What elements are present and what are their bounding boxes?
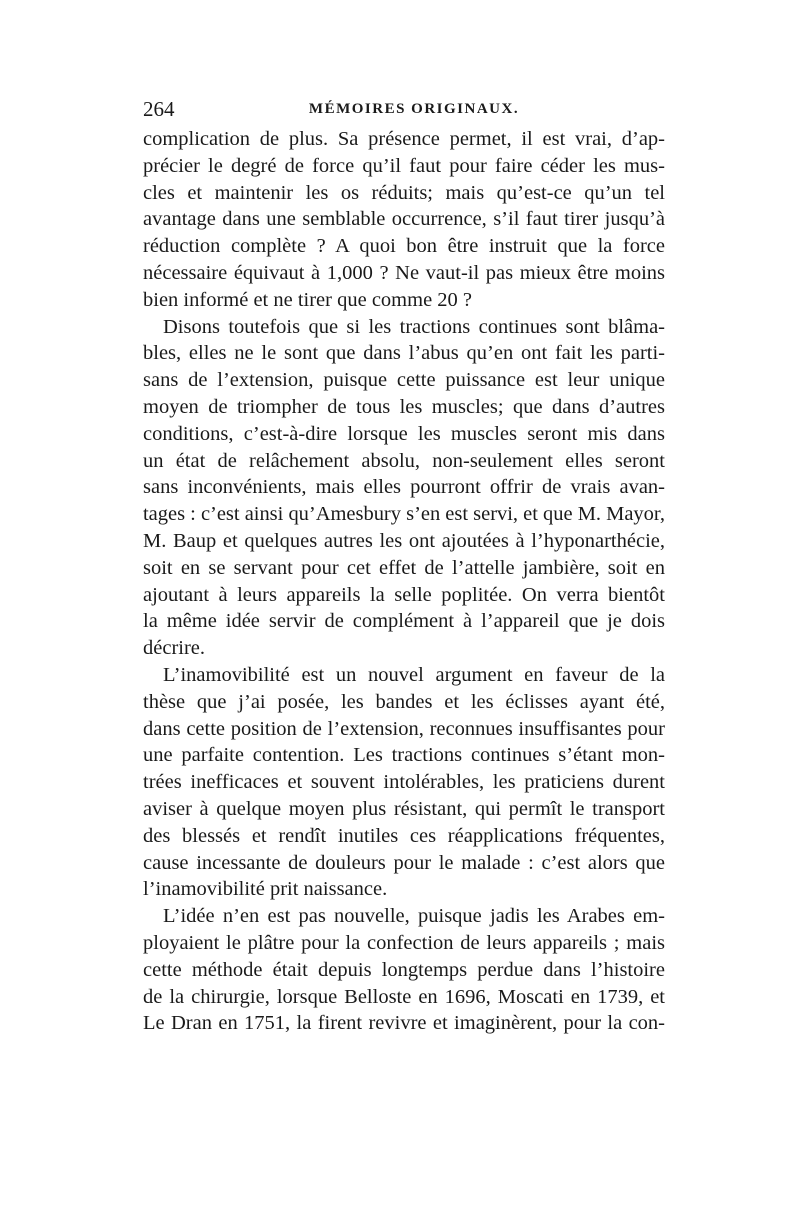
running-title: MÉMOIRES ORIGINAUX.: [308, 101, 520, 117]
text-line: l’inamovibilité prit naissance.: [143, 878, 388, 901]
text-line: Le Dran en 1751, la firent revivre et imaginèrent, pour la con-: [143, 1012, 665, 1035]
text-line: aviser à quelque moyen plus résistant, qui permît le transport: [143, 797, 665, 820]
paragraph: [143, 314, 665, 662]
text-line: thèse que j’ai posée, les bandes et les éclisses ayant été,: [143, 690, 665, 713]
text-line: réduction complète ? A quoi bon être instruit que la force: [143, 235, 665, 258]
text-line: avantage dans une semblable occurrence, s’il faut tirer jusqu’à: [143, 208, 665, 231]
text-line: cles et maintenir les os réduits; mais qu’est-ce qu’un tel: [143, 181, 665, 204]
text-line: ajoutant à leurs appareils la selle poplitée. On verra bientôt: [143, 583, 665, 606]
text-line: tages : c’est ainsi qu’Amesbury s’en est servi, et que M. Mayor,: [143, 503, 665, 526]
text-line: bles, elles ne le sont que dans l’abus qu’en ont fait les parti-: [143, 342, 665, 365]
text-line: la même idée servir de complément à l’appareil que je dois: [143, 610, 665, 633]
text-line: décrire.: [143, 637, 206, 660]
text-line: cause incessante de douleurs pour le malade : c’est alors que: [143, 851, 665, 874]
text-line: une parfaite contention. Les tractions continues s’étant mon-: [143, 744, 665, 767]
running-head: [143, 96, 665, 122]
text-line: complication de plus. Sa présence permet, il est vrai, d’ap-: [143, 128, 665, 150]
text-line: bien informé et ne tirer que comme 20 ?: [143, 288, 473, 311]
text-line: cette méthode était depuis longtemps perdue dans l’histoire: [143, 958, 665, 981]
text-line: conditions, c’est-à-dire lorsque les muscles seront mis dans: [143, 422, 665, 445]
text-line: sans de l’extension, puisque cette puissance est leur unique: [143, 369, 665, 392]
page-number: 264: [143, 97, 175, 121]
text-line: L’idée n’en est pas nouvelle, puisque jadis les Arabes em-: [163, 905, 665, 928]
text-line: dans cette position de l’extension, reconnues insuffisantes pour: [143, 717, 665, 740]
text-line: Disons toutefois que si les tractions continues sont blâma-: [163, 315, 665, 338]
text-line: trées inefficaces et souvent intolérables, les praticiens durent: [143, 771, 665, 794]
paragraph: [143, 126, 665, 314]
text-line: un état de relâchement absolu, non-seulement elles seront: [143, 449, 665, 472]
text-line: moyen de triompher de tous les muscles; que dans d’autres: [143, 395, 665, 418]
text-line: précier le degré de force qu’il faut pour faire céder les mus-: [143, 154, 665, 177]
text-line: L’inamovibilité est un nouvel argument en faveur de la: [163, 663, 665, 686]
body-text: [143, 126, 665, 1037]
text-line: sans inconvénients, mais elles pourront offrir de vrais avan-: [143, 476, 665, 499]
text-line: soit en se servant pour cet effet de l’attelle jambière, soit en: [143, 556, 665, 579]
text-line: de la chirurgie, lorsque Belloste en 1696, Moscati en 1739, et: [143, 985, 665, 1008]
text-line: ployaient le plâtre pour la confection de leurs appareils ; mais: [143, 931, 665, 954]
paragraph: [143, 903, 665, 1037]
text-line: nécessaire équivaut à 1,000 ? Ne vaut-il pas mieux être moins: [143, 261, 665, 284]
text-line: M. Baup et quelques autres les ont ajoutées à l’hyponarthécie,: [143, 529, 665, 552]
paragraph: [143, 662, 665, 903]
text-line: des blessés et rendît inutiles ces réapplications fréquentes,: [143, 824, 665, 847]
